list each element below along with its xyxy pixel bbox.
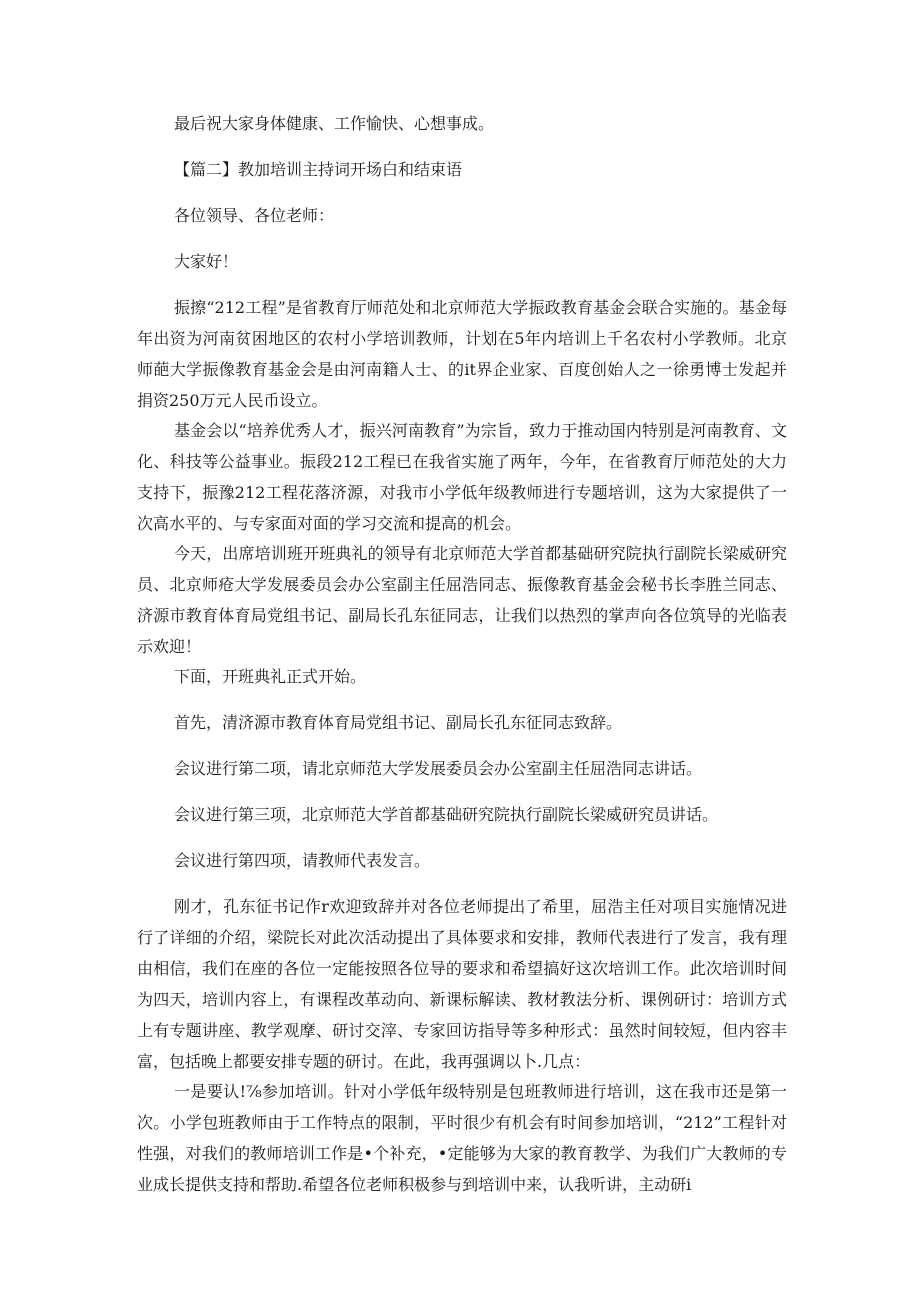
ceremony-start-paragraph: 下面，开班典礼正式开始。 — [174, 667, 367, 686]
agenda-item-4-paragraph: 会议进行第四项，请教师代表发言。 — [174, 851, 431, 870]
agenda-item-2-paragraph: 会议进行第二项，请北京师范大学发展委员会办公室副主任屈浩同志讲话。 — [174, 759, 703, 778]
summary-paragraph: 刚才，孔东征书记作r欢迎致辞并对各位老师提出了希里，屈浩主任对项目实施情况进行了详细的介绍，梁院长对此次活动提出了具体要求和安排，教师代表进行了发言，我有理由相信，我们在座的各位一定能按照各位导的要求和希望搞好这次培训工作。此次培训时间为四天，培训内容上，有课程改革动向、新课标解读、教材教法分析、课例研讨：培训方式上有专题讲座、教学观摩、研讨交滓、专家回访指导等多种形式：虽然时间较短，但内容丰富，包括晚上都要安排专题的研讨。在此，我再强调以卜.几点： — [137, 897, 787, 1071]
salutation-paragraph: 各位领导、各位老师： — [174, 206, 335, 225]
agenda-item-1-paragraph: 首先，清济源市教育体育局党组书记、副局长孔东征同志致辞。 — [174, 713, 623, 732]
greeting-paragraph: 大家好！ — [174, 252, 239, 271]
point-one-paragraph: 一是要认!⅞参加培训。针对小学低年级特别是包班教师进行培训，这在我市还是第一次。小学包班教师由于工作特点的限制，平时很少有机会有时间参加培训，“212”工程针对性强，对我们的教师培训工作是•个补充，•定能够为大家的教育教学、为我们广大教师的专业成长提供支持和帮助.希望各位老师积极参与到培训中来，认我听讲，主动研i — [137, 1082, 787, 1194]
agenda-item-3-paragraph: 会议进行第三项，北京师范大学首都基础研究院执行副院长梁威研究员讲话。 — [174, 805, 719, 824]
project-intro-paragraph: 振擦“212工程”是省教育厅师范处和北京师范大学振政教育基金会联合实施的。基金每年出资为河南贫困地区的农村小学培训教师，计划在5年内培训上千名农村小学教师。北京师葩大学振像教育基金会是由河南籍人士、的it界企业家、百度创始人之一徐勇博士发起并捐资250万元人民币设立。 — [137, 298, 787, 410]
attending-leaders-paragraph: 今天，出席培训班开班典礼的领导有北京师范大学首都基础研究院执行副院长梁威研究员、北京师疮大学发展委员会办公室副主任屈浩同志、振像教育基金会秘书长李胜兰同志、济源市教育体育局党组书记、副局长孔东征同志，让我们以热烈的掌声向各位筑导的光临表示欢迎！ — [137, 544, 787, 656]
closing-wish-paragraph: 最后祝大家身体健康、工作愉快、心想事成。 — [174, 114, 495, 133]
section-heading: 【篇二】教加培训主持词开场白和结束语 — [174, 160, 463, 179]
foundation-paragraph: 基金会以“培养优秀人才，振兴河南教育”为宗旨，致力于推动国内特别是河南教育、文化、科技等公益事业。振段212工程已在我省实施了两年，今年，在省教育厅师范处的大力支持下，振豫212工程花落济源，对我市小学低年级教师进行专题培训，这为大家提供了一次高水平的、与专家面对面的学习交流和提高的机会。 — [137, 421, 787, 533]
